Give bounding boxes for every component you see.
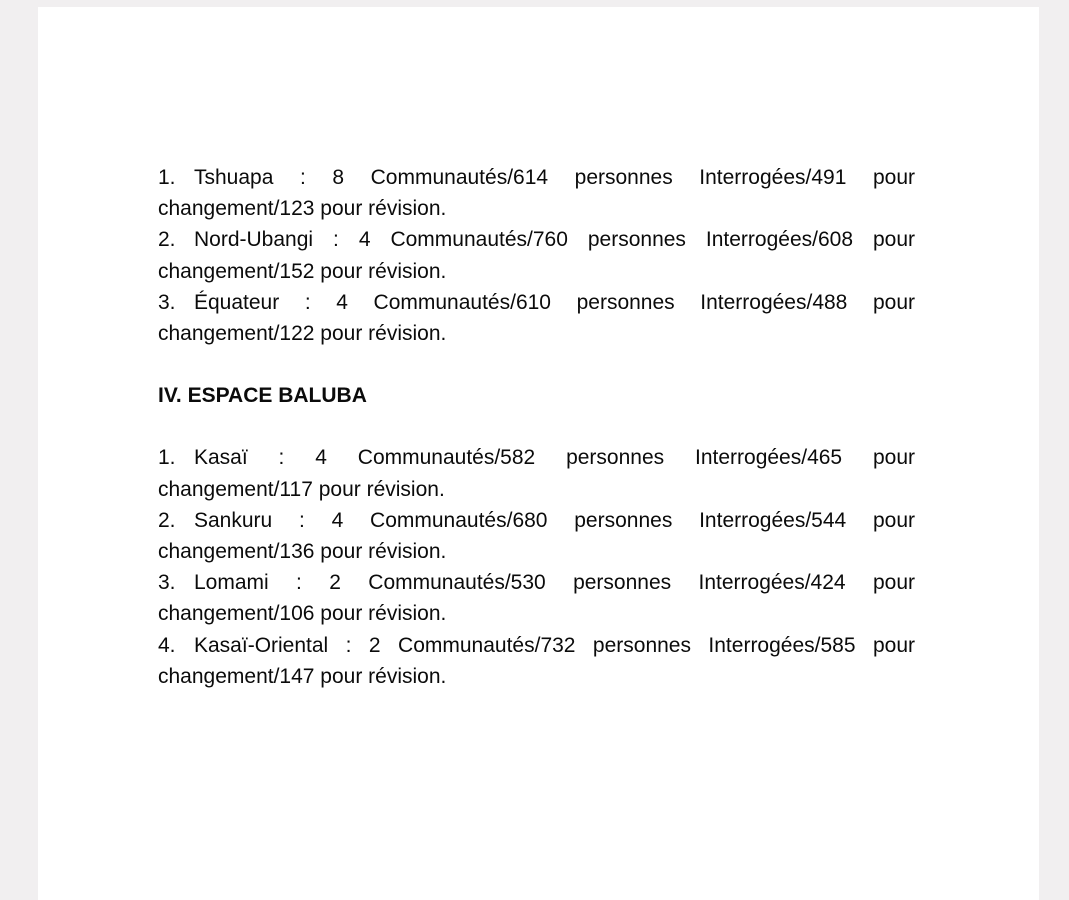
list-item-number: 2. [158,228,176,252]
list-item-text: Lomami : 2 Communautés/530 personnes Interrogées/424 pour changement/106 pour révision. [158,571,915,626]
list-item [158,287,915,349]
document-page [38,7,1039,900]
list-item [158,567,915,629]
list-item [158,505,915,567]
list-item-number: 2. [158,508,176,532]
list-item-number: 3. [158,571,176,595]
list-item-text: Sankuru : 4 Communautés/680 personnes Interrogées/544 pour changement/136 pour révision. [158,508,915,564]
list-item-text: Kasaï : 4 Communautés/582 personnes Interrogées/465 pour changement/117 pour révision. [158,446,915,501]
list-item-text: Équateur : 4 Communautés/610 personnes Interrogées/488 pour changement/122 pour révision. [158,290,915,346]
list-item-text: Nord-Ubangi : 4 Communautés/760 personnes Interrogées/608 pour changement/152 pour révision. [158,228,915,283]
list-baluba [158,442,915,692]
list-item-text: Kasaï-Oriental : 2 Communautés/732 personnes Interrogées/585 pour changement/147 pour révision. [158,633,915,688]
list-item-number: 4. [158,633,176,657]
list-item [158,630,915,692]
list-top [158,162,915,349]
list-item [158,442,915,504]
page-content [158,162,915,692]
section-heading: IV. ESPACE BALUBA [158,384,367,408]
list-item-number: 3. [158,290,176,314]
list-item [158,224,915,286]
list-item [158,162,915,224]
list-item-number: 1. [158,446,176,470]
list-item-number: 1. [158,166,176,189]
list-item-text: Tshuapa : 8 Communautés/614 personnes Interrogées/491 pour changement/123 pour révision. [158,166,915,221]
